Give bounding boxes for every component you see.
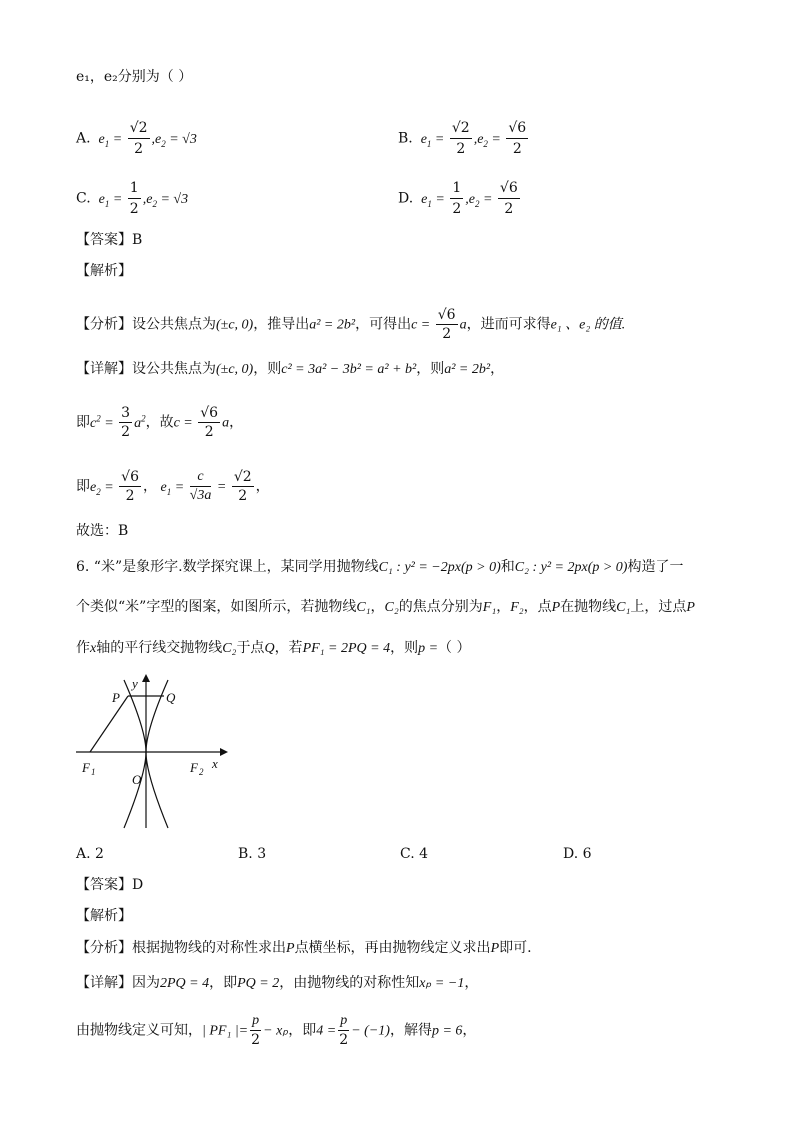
parabola-c1 [124, 680, 146, 828]
xj-text: ，即 [209, 975, 238, 991]
xj-text: ， [464, 975, 479, 991]
q5-xiangjie-line3: 即$e_2$ = $\frac{√6}{2}$ ， $e_1$ = $\frac{c}{√3a}$ = $\frac{√2}{2}$ ， [76, 469, 270, 504]
stem-text: 作 [76, 640, 90, 656]
fenxi-tag: 【分析】 [76, 316, 132, 333]
q5-option-d: D. $e_1$ = $\frac{1}{2}$ $,e_2$ = $\frac{√6}{2}$ [398, 180, 518, 217]
q6-option-a: A. 2 [76, 846, 104, 862]
math: − xₚ [263, 1023, 289, 1039]
fenxi-text: ，可得出 [355, 316, 412, 333]
math: | PF₁ |= [202, 1023, 249, 1039]
xj-text: ，即 [288, 1022, 317, 1039]
math: p = [418, 641, 439, 656]
stem-text: ，若 [274, 640, 303, 656]
option-label: D. [398, 190, 414, 207]
option-label: C. [76, 190, 91, 207]
q5-option-b: B. $e_1$ = $\frac{√2}{2}$ $,e_2$ = $\frac{√6}{2}$ [398, 120, 527, 157]
q5-stem [76, 70, 192, 84]
fenxi-text: 根据抛物线的对称性求出 [132, 940, 286, 956]
stem-text: 构造了一 [627, 559, 684, 575]
math: F₁ [482, 600, 497, 615]
fenxi-text: ，进而可求得 [466, 316, 551, 333]
label-f2: F [190, 760, 198, 775]
q6-stem-line3 [76, 641, 471, 656]
xiangjie-tag: 【详解】 [76, 361, 132, 377]
xj-text: 因为 [132, 975, 160, 991]
x-axis-arrow [220, 748, 228, 756]
q6-xiangjie-line1 [76, 976, 478, 991]
xiangjie-tag: 【详解】 [76, 975, 132, 991]
q6-answer: 【答案】D [76, 877, 144, 893]
label-y: y [132, 676, 138, 691]
q6-xiangjie-line2: 由抛物线定义可知，| PF₁ |= $\frac{p}{2}$ − xₚ，即4 = $\frac{p}{2}$ − (−1)，解得p = 6， [76, 1013, 477, 1048]
xj-text: ， [143, 478, 157, 495]
q5-stem-text: e₁，e₂分别为（ ） [76, 69, 193, 85]
q5-xiangjie-line1 [76, 362, 504, 377]
xj-eq: c² = 3a² − 3b² = a² + b² [281, 362, 417, 377]
stem-text: 轴的平行线交抛物线 [96, 640, 223, 656]
q6-stem-line2 [76, 600, 695, 615]
math: Q [264, 641, 275, 656]
stem-text: 于点 [236, 640, 265, 656]
fenxi-eq: a² = 2b² [309, 317, 356, 333]
q5-answer: 【答案】B [76, 232, 143, 248]
math: C₂ [384, 600, 399, 615]
stem-text: ， [496, 599, 511, 615]
q5-xiangjie-line2: 即$c^2$ = $\frac{3}{2}$ $a^2$，故c = $\frac{√6}{2}$ a， [76, 405, 244, 440]
q5-analysis-heading: 【解析】 [76, 263, 132, 279]
math: C₁ [616, 600, 631, 615]
xj-text: ， [490, 361, 505, 377]
stem-text: 在抛物线 [560, 599, 617, 615]
math: P [686, 600, 695, 615]
q6-option-c: C. 4 [400, 846, 429, 862]
c1-equation: C₁ : y² = −2px(p > 0) [378, 560, 501, 575]
stem-text: 6. “米”是象形字.数学探究课上，某同学用抛物线 [76, 559, 379, 575]
q5-option-a: A. $e_1$ = $\frac{√2}{2}$ $,e_2 = √3$ [76, 120, 197, 157]
label-f1: F [82, 760, 90, 775]
fenxi-tag: 【分析】 [76, 940, 132, 956]
math: PF₁ = 2PQ = 4 [302, 641, 391, 656]
stem-text: ， [370, 599, 385, 615]
fenxi-point: (±c, 0) [216, 317, 254, 333]
fenxi-text: 设公共焦点为 [132, 316, 216, 333]
xj-text: ，解得 [389, 1022, 432, 1039]
stem-text: ，则 [390, 640, 419, 656]
xj-text: ， [255, 478, 270, 495]
xj-text: ， [462, 1022, 477, 1039]
label-f1-sub: 1 [91, 767, 96, 777]
q6-option-d: D. 6 [563, 846, 592, 862]
math: F₂ [510, 600, 524, 615]
math: P [490, 941, 500, 956]
xj-text: ，则 [416, 361, 445, 377]
math: P [551, 600, 561, 615]
xj-text: 设公共焦点为 [132, 361, 216, 377]
xj-eq: a² = 2b² [444, 362, 491, 377]
q5-option-c: C. $e_1$ = $\frac{1}{2}$ $,e_2 = √3$ [76, 180, 189, 217]
q6-option-b: B. 3 [238, 846, 267, 862]
fenxi-text: e₁ 、e₂ 的值. [550, 317, 626, 333]
xj-text: ，故 [145, 414, 174, 431]
label-x: x [212, 756, 218, 771]
fenxi-text: ，推导出 [253, 316, 310, 333]
q6-analysis-heading: 【解析】 [76, 908, 132, 924]
option-label: A. [76, 130, 91, 147]
q6-stem-line1 [76, 560, 683, 575]
option-label: B. [398, 130, 413, 147]
math: C₂ [222, 641, 237, 656]
math: − (−1) [351, 1023, 390, 1039]
math: x [90, 641, 97, 656]
parabola-c2 [146, 680, 168, 828]
stem-text: ，点 [523, 599, 552, 615]
stem-text: 和 [500, 559, 515, 575]
math: p = 6 [431, 1023, 463, 1039]
math: PQ = 2 [237, 976, 280, 991]
fenxi-text: 即可. [499, 940, 532, 956]
q5-conclusion: 故选：B [76, 523, 129, 539]
math: xₚ = −1 [419, 976, 465, 991]
stem-text: 的焦点分别为 [398, 599, 483, 615]
math: 4 = [316, 1023, 337, 1039]
stem-text: 个类似“米”字型的图案，如图所示，若抛物线 [76, 599, 357, 615]
math: C₁ [356, 600, 371, 615]
q5-fenxi: 【分析】设公共焦点为(±c, 0)，推导出a² = 2b²，可得出c = $\frac{√6}{2}$ a，进而可求得e₁ 、e₂ 的值. [76, 307, 626, 342]
c2-equation: C₂ : y² = 2px(p > 0) [514, 560, 628, 575]
xj-text: ，则 [253, 361, 282, 377]
fenxi-text: 点横坐标，再由抛物线定义求出 [294, 940, 491, 956]
label-o: O [132, 772, 142, 787]
parabola-figure [72, 670, 232, 832]
label-q: Q [166, 690, 176, 705]
math: P [286, 941, 295, 956]
xj-text: 即 [76, 414, 90, 431]
q6-fenxi [76, 941, 532, 956]
label-f2-sub: 2 [199, 767, 204, 777]
xj-point: (±c, 0) [216, 362, 254, 377]
xj-text: ，由抛物线的对称性知 [279, 975, 420, 991]
line-pf1 [90, 696, 128, 752]
stem-text: （ ） [438, 640, 471, 656]
y-axis-arrow [142, 674, 150, 682]
label-p: P [112, 690, 120, 705]
xj-text: 由抛物线定义可知， [76, 1022, 202, 1039]
stem-text: 上，过点 [630, 599, 687, 615]
xj-text: 即 [76, 478, 90, 495]
math: 2PQ = 4 [160, 976, 210, 991]
xj-text: ， [229, 414, 244, 431]
